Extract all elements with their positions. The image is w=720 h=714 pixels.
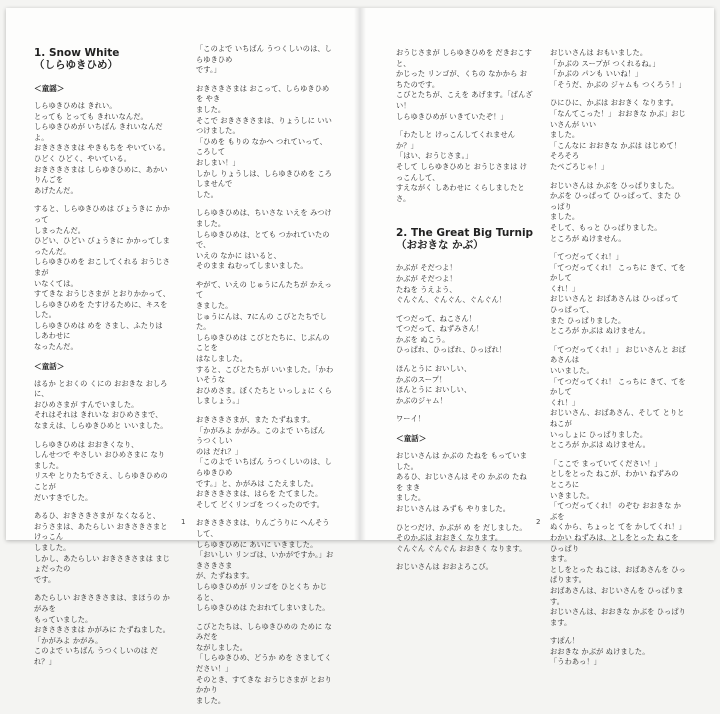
paragraph: おじいさんは おもいました。 「かぶの スープが つくれるね。」 「かぶの パンも いいね！」 「そうだ、かぶの ジャムも つくろう！」 <box>550 48 686 89</box>
paragraph: やがて、いえの じゅうにんたちが かえって きました。 じゅうにんは、7にんの こびとたちでした。 しらゆきひめは こびとたちに、じぶんのことを はなしました。 すると、こびとたちが いいました。「かわいそうな おひめさま。ぼくたちと いっしょに くらしましょう。」 <box>196 279 334 406</box>
story-title-turnip: 2. The Great Big Turnip （おおきな かぶ） <box>396 227 534 251</box>
paragraph: おうじさまが しらゆきひめを だきおこすと、 かじった リンゴが、くちの なかから おちたのです。 こびとたちが、こえを あげます。「ばんざい！ しらゆきひめが いきていたぞ！」 <box>396 48 533 121</box>
paragraph: こびとたちは、しらゆきひめの ために なみだを ながしました。 「しらゆきひめ、どうか めを さましてください！」 そのとき、すてきな おうじさまが とおりかかり ました。 <box>196 621 332 705</box>
left-column-2 <box>196 44 334 714</box>
paragraph: ほんとうに おいしい、 かぶのスープ！ ほんとうに おいしい、 かぶのジャム！ <box>396 364 472 405</box>
paragraph: はるか とおくの くにの おおきな おしろに、 おひめさまが すんでいました。 それはそれは きれいな おひめさまで、 なまえは、しらゆきひめと いいました。 <box>34 378 168 431</box>
paragraph: かぶが そだつよ！ かぶが そだつよ！ たねを うえよう、 ぐんぐん、ぐんぐん、ぐんぐん！ <box>396 263 507 305</box>
paragraph: ワーイ！ <box>396 414 426 424</box>
paragraph: おきさきさまは おこって、しらゆきひめを やき ました。 そこで おきさきさまは、りょうしに いいつけました。 「ひめを もりの なかへ つれていって、ころして おしまい！」 しかし りょうしは、しらゆきひめを ころしませんで した。 <box>196 83 332 199</box>
paragraph: ひとつだけ、かぶが め を だしました。 そのかぶは おおきく なります。 ぐんぐん ぐんぐん おおきく なります。 <box>396 522 527 553</box>
paragraph: おきさきさまが、また たずねます。 「かがみよ かがみ。このよで いちばん うつくしい のは だれ？」 「このよで いちばん うつくしいのは、しらゆきひめ です。」と、かがみは こたえました。 おきさきさまは、はらを たてました。 そして どくリンゴを つくったのです。 <box>196 415 332 509</box>
right-column-1 <box>396 48 534 581</box>
paragraph: 「わたしと けっこんしてくれませんか？」 「はい、おうじさま。」 そして しらゆきひめと おうじさまは けっこんして、 すえながく しあわせに くらしましたとさ。 <box>396 130 528 203</box>
paragraph: 「ここで まっていてください！」 としをとった ねこが、わかい ねずみの ところに いきました。 「てつだってくれ！ のぞむ おおきな かぶを ぬくから、ちょっと てを かしてくれ！」 わかい ねずみは、としをとった ねこを ひっぱり ます。 としをとった ねこは、おばあさんを ひっぱります。 おばあさんは、おじいさんを ひっぱります。 おじいさんは、おおきな かぶを ひっぱります。 <box>550 458 686 627</box>
paragraph: すると、しらゆきひめは びょうきに かかって しまったんだ。 ひどい、ひどい びょうきに かかってしまったんだ。 しらゆきひめを おこしてくれる おうじさまが いなくては。 すてきな おうじさまが とおりかかって、 しらゆきひめを たすけるために、キスをした。 しらゆきひめは めを さまし、ふたりは しあわせに なったんだ。 <box>34 204 171 352</box>
paragraph: おじいさんは かぶの たねを もっていました。 あるひ、おじいさんは その かぶの たねを まき ました。 おじいさんは みずも やりました。 <box>396 451 528 513</box>
paragraph: しらゆきひめは、ちいさな いえを みつけました。 しらゆきひめは、とても つかれていたので、 いえの なかに はいると、 そのまま ねむってしまいました。 <box>196 208 332 271</box>
paragraph: あるひ、おきさきさまが なくなると、 おうさまは、あたらしい おきさきさまと けっこん しました。 しかし、あたらしい おきさきさまは まじょだったの です。 <box>34 511 170 584</box>
left-page <box>6 8 360 705</box>
paragraph: あたらしい おきさきさまは、まほうの かがみを もっていました。 おきさきさまは かがみに たずねました。「かがみよ かがみ。 このよで いちばん うつくしいのは だれ？」 <box>34 593 170 666</box>
paragraph: おきさきさまは、りんごうりに へんそうして、 しらゆきひめに あいに いきました。 「おいしい リンゴは、いかがですか。」おきさきさま が、たずねます。 しらゆきひめが リンゴを ひとくち かじると、 しらゆきひめは たおれてしまいました。 <box>196 518 334 613</box>
section-label-story: ＜童話＞ <box>34 361 65 371</box>
book-gutter <box>354 8 366 540</box>
section-label-story: ＜童話＞ <box>396 434 427 444</box>
page-number: 1 <box>181 518 186 526</box>
paragraph: 「てつだってくれ！」 おじいさんと おばあさんは いいました。 「てつだってくれ！ こっちに きて、てを かして くれ！」 おじいさん、おばあさん、そして とりと ねこが いっしょに ひっぱりました。 ところが かぶは ぬけません。 <box>550 344 686 450</box>
left-column-1 <box>34 48 172 676</box>
paragraph: しらゆきひめは きれい。 とっても とっても きれいなんだ。 しらゆきひめが いちばん きれいなんだよ。 おきさきさまは やきもちを やいている。 ひどく ひどく、やいている。 おきさきさまは しらゆきひめに、あかい りんごを あげたんだ。 <box>34 101 170 195</box>
right-page <box>360 8 714 667</box>
paragraph: ひにひに、かぶは おおきく なります。 「なんてこった！」 おおきな かぶ」おじいさんが いい ました。 「こんなに おおきな かぶは はじめて！そろそろ たべごろじゃ！」 <box>550 98 686 171</box>
paragraph: 「このよで いちばん うつくしいのは、しらゆきひめ です。」 <box>196 44 332 75</box>
story-title-snow-white: 1. Snow White （しらゆきひめ） <box>34 47 120 71</box>
paragraph: おじいさんは おおよろこび。 <box>396 562 493 572</box>
book-spread <box>6 8 714 705</box>
right-column-2 <box>550 48 688 676</box>
section-label-song: ＜童謡＞ <box>34 84 65 93</box>
paragraph: しらゆきひめは おおきくなり、 しんせつで やさしい おひめさまに なりました。 リスや とりたちでさえ、しらゆきひめのことが だいすきでした。 <box>34 439 168 502</box>
paragraph: てつだって、ねこさん！ てつだって、ねずみさん！ かぶを ぬこう。 ひっぱれ、ひっぱれ、ひっぱれ！ <box>396 313 507 355</box>
paragraph: おじいさんは かぶを ひっぱりました。 かぶを ひっぱって ひっぱって、また ひっぱり ました。 そして、もっと ひっぱりました。 ところが ぬけません。 <box>550 180 681 243</box>
paragraph: 「てつだってくれ！」 「てつだってくれ！ こっちに きて、てを かして くれ！」 おじいさんと おばあさんは ひっぱって ひっぱって、 また ひっぱりました。 ところが かぶは ぬけません。 <box>550 252 686 336</box>
page-number: 2 <box>536 518 541 526</box>
paragraph: すぽん！ おおきな かぶが ぬけました。 「うわあっ！」 <box>550 636 650 667</box>
